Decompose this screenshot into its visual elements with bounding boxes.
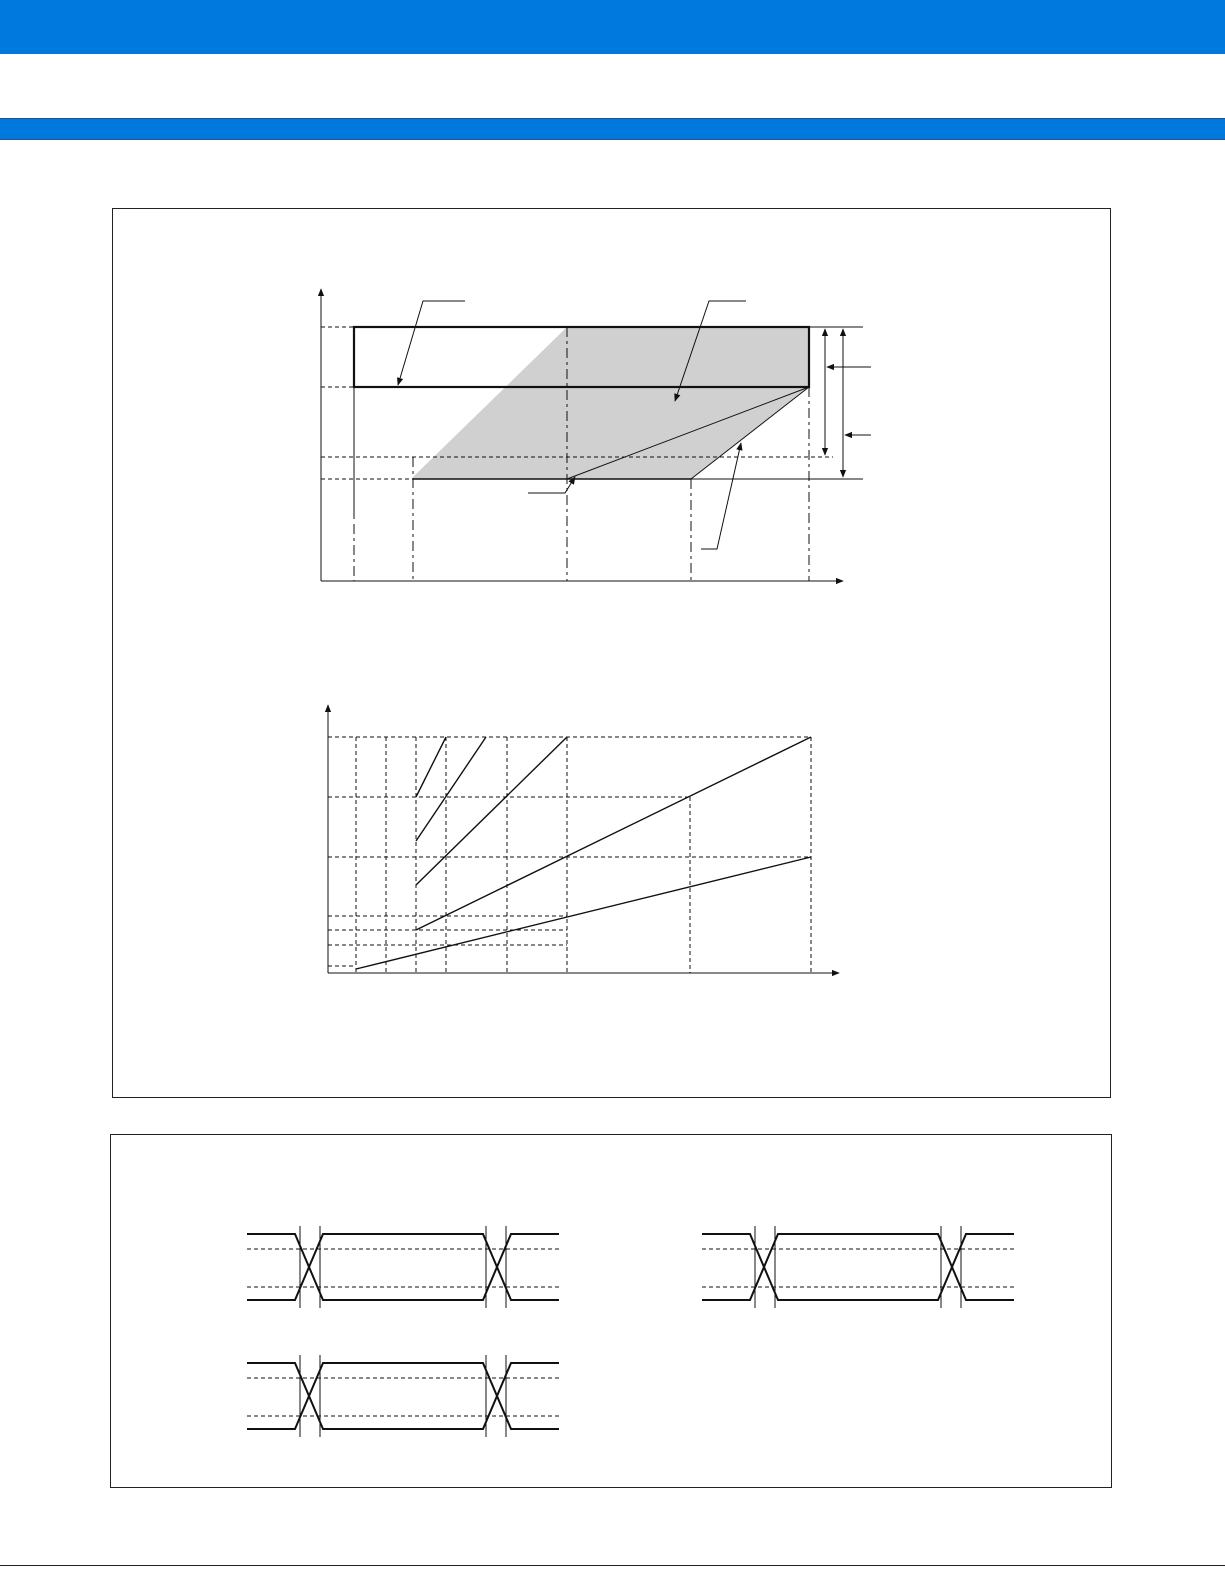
- line-4: [416, 737, 811, 930]
- line-5: [356, 857, 811, 969]
- line-2: [416, 737, 486, 841]
- waveform-1-trace-a: [247, 1234, 559, 1300]
- graph-panel-svg: [113, 209, 1112, 1099]
- section-title-band: [0, 118, 1225, 140]
- waveform-1-trace-b: [247, 1234, 559, 1300]
- callout-left-leader: [398, 301, 465, 385]
- waveform-2-trace-b: [702, 1234, 1014, 1300]
- graph-panel: [112, 208, 1111, 1098]
- line-1: [416, 737, 446, 797]
- waveform-3-trace-a: [247, 1363, 559, 1429]
- header-band: [0, 0, 1225, 54]
- waveform-2-trace-a: [702, 1234, 1014, 1300]
- timing-panel: [110, 1134, 1112, 1488]
- operating-range-graph: [321, 289, 871, 581]
- footer-rule: [0, 1565, 1225, 1566]
- frequency-lines-graph: [328, 705, 839, 973]
- timing-waveforms-svg: [111, 1135, 1113, 1489]
- shaded-operating-region: [413, 327, 809, 479]
- line-3: [416, 737, 567, 885]
- waveform-3-trace-b: [247, 1363, 559, 1429]
